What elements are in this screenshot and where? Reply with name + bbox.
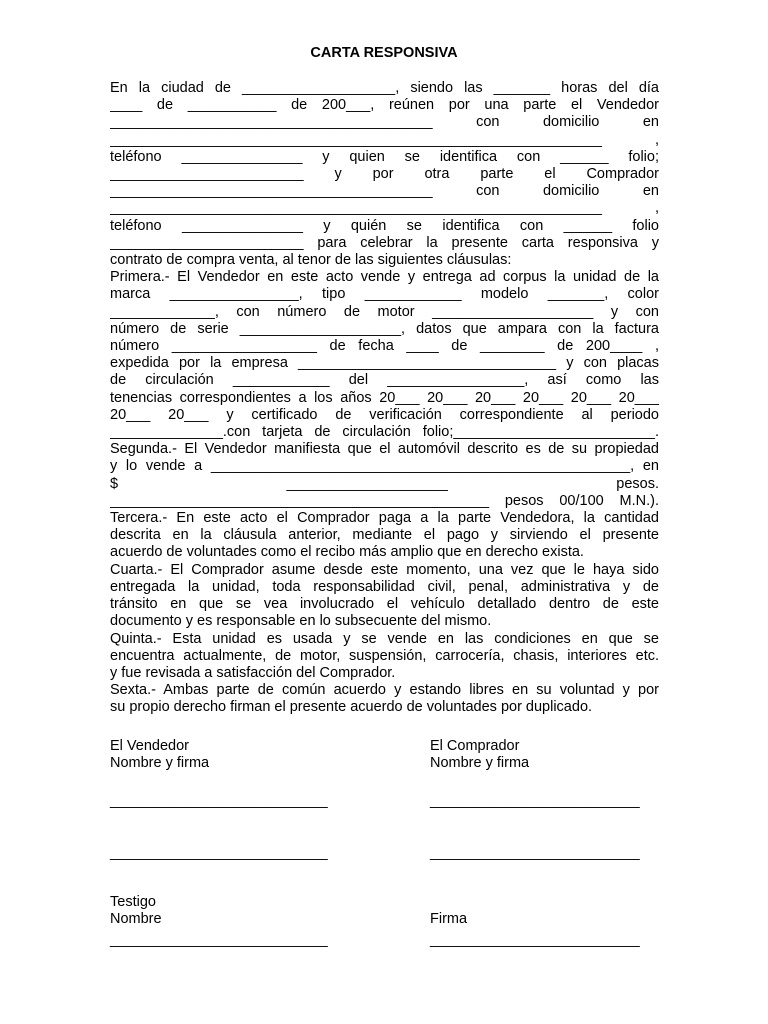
buyer-name-label: Nombre y firma [430,755,530,771]
clause-tercera: Tercera.- En este acto el Comprador paga a la parte Vendedora, la cantidad [110,510,659,527]
body-line: teléfono _______________ y quien se identifica con ______ folio; [110,148,659,165]
body-line: ________________________________________ con domicilio en [110,114,659,131]
body-line: y lo vende a ____________________________________________________, en [110,458,659,475]
body-line: _____________________________________________________________ , [110,131,659,148]
seller-name-label: Nombre y firma [110,755,210,771]
clause-quinta: Quinta.- Esta unidad es usada y se vende en las condiciones en que se [110,630,659,647]
seller-label: El Vendedor [110,738,190,754]
clause-cuarta: Cuarta.- El Comprador asume desde este momento, una vez que le haya sido [110,561,659,578]
body-line: contrato de compra venta, al tenor de las siguientes cláusulas: [110,252,512,269]
body-line: 20___ 20___ y certificado de verificación correspondiente al periodo [110,406,659,423]
clause-sexta: Sexta.- Ambas parte de común acuerdo y estando libres en su voluntad y por [110,682,659,699]
body-line: marca ________________, tipo ____________ modelo _______, color [110,286,659,303]
witness-name-label: Nombre [110,911,162,927]
body-line: su propio derecho firman el presente acuerdo de voluntades por duplicado. [110,699,593,716]
body-line: de circulación ____________ del _________________, así como las [110,372,659,389]
body-line: _______________________________________________ pesos 00/100 M.N.). [110,492,659,509]
body-line: ________________________ y por otra parte el Comprador [110,166,659,183]
body-line: entregada la unidad, toda responsabilidad civil, penal, administrativa y de [110,578,659,595]
clause-primera: Primera.- El Vendedor en este acto vende y entrega ad corpus la unidad de la [110,269,659,286]
body-line: tránsito en que se vea involucrado el vehículo detallado dentro de este [110,596,659,613]
buyer-signature-line-2: __________________________ [430,845,640,861]
buyer-signature-line: __________________________ [430,793,640,809]
body-line: ______________.con tarjeta de circulación folio;_________________________. [110,424,659,441]
witness-label: Testigo [110,894,156,910]
body-line: ________________________________________ con domicilio en [110,183,659,200]
body-line: número de serie ____________________, datos que ampara con la factura [110,320,659,337]
body-line: ____ de ___________ de 200___, reúnen por una parte el Vendedor [110,97,659,114]
witness-name-line: ___________________________ [110,932,328,948]
body-line: tenencias correspondientes a los años 20___ 20___ 20___ 20___ 20___ 20___ [110,389,659,406]
seller-signature-line-2: ___________________________ [110,845,328,861]
document-title: CARTA RESPONSIVA [310,45,458,61]
clause-segunda: Segunda.- El Vendedor manifiesta que el automóvil descrito es de su propiedad [110,441,659,458]
body-line: $ ____________________ pesos. [110,475,659,492]
body-line: teléfono _______________ y quién se identifica con ______ folio [110,217,659,234]
body-line: expedida por la empresa ________________________________ y con placas [110,355,659,372]
body-line: documento y es responsable en lo subsecuente del mismo. [110,613,492,630]
body-line: acuerdo de voluntades como el recibo más amplio que en derecho exista. [110,544,584,561]
body-line: _____________, con número de motor ____________________ y con [110,303,659,320]
seller-signature-line: ___________________________ [110,793,328,809]
body-line: y fue revisada a satisfacción del Comprador. [110,664,396,681]
witness-sign-line: __________________________ [430,932,640,948]
body-line: _____________________________________________________________ , [110,200,659,217]
buyer-label: El Comprador [430,738,520,754]
body-line: ________________________ para celebrar la presente carta responsiva y [110,234,659,251]
body-line: descrita en la cláusula anterior, mediante el pago y sirviendo el presente [110,527,659,544]
body-line: En la ciudad de ___________________, siendo las _______ horas del día [110,80,659,96]
contract-body [110,80,659,717]
body-line: número __________________ de fecha ____ de ________ de 200____ , [110,338,659,355]
witness-sign-label: Firma [430,911,468,927]
body-line: encuentra actualmente, de motor, suspensión, carrocería, chasis, interiores etc. [110,647,659,664]
